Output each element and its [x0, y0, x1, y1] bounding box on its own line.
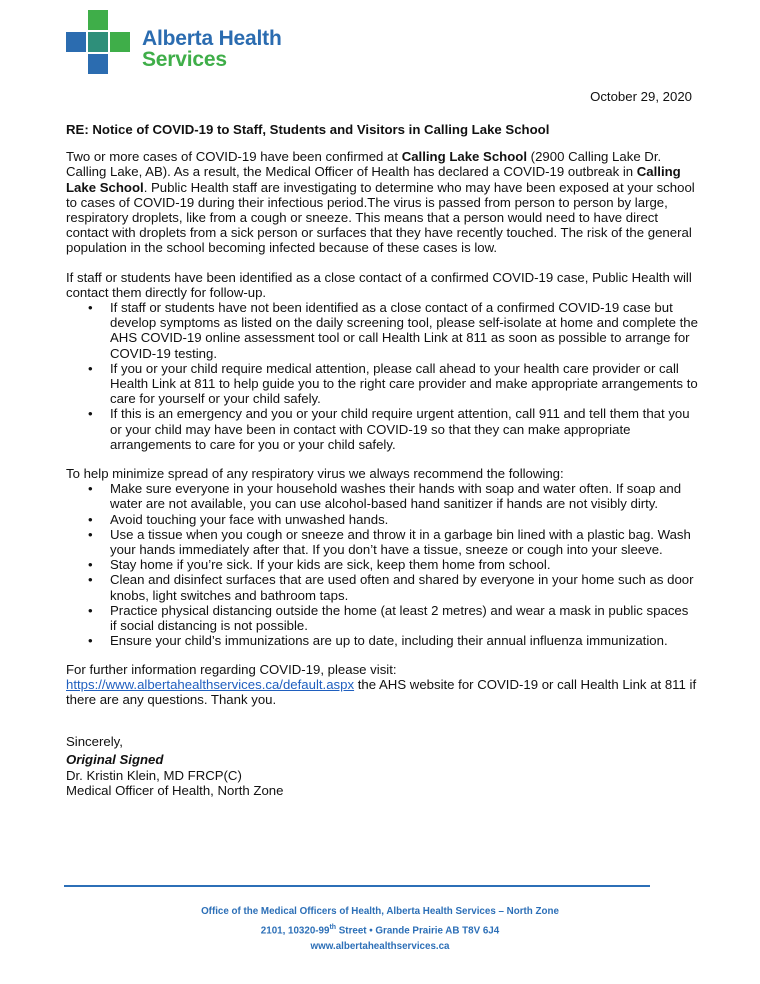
list-item: • Practice physical distancing outside the home (at least 2 metres) and wear a mask in public spaces if social distancing is not possible. — [88, 602, 689, 634]
signature: Original Signed — [66, 752, 164, 768]
list-item: • If staff or students have not been identified as a close contact of a confirmed COVID-19 case but develop symptoms as listed on the daily screening tool, please self-isolate at home and complete the AHS COVID-19 online assessment tool or call Health Link at 811 as soon as possible to arrange for COVID-19 testing. — [88, 300, 698, 361]
bullet-icon: • — [88, 481, 93, 497]
logo-wordmark — [142, 28, 282, 70]
letter-subject: RE: Notice of COVID-19 to Staff, Students and Visitors in Calling Lake School — [66, 122, 550, 137]
salutation: Sincerely, — [66, 734, 123, 750]
recommendations-intro: To help minimize spread of any respiratory virus we always recommend the following: — [66, 466, 564, 482]
letter-date: October 29, 2020 — [590, 89, 692, 104]
signature-block — [66, 734, 698, 798]
school-name: Calling Lake School — [66, 164, 681, 195]
bullet-icon: • — [88, 526, 93, 542]
bullet-icon: • — [88, 300, 93, 316]
bullet-icon: • — [88, 406, 93, 422]
logo-text-line2: Services — [142, 48, 227, 71]
logo-text-line1: Alberta Health — [142, 27, 282, 50]
school-name: Calling Lake School — [401, 149, 528, 165]
letter-footer — [0, 904, 760, 955]
list-item: • Make sure everyone in your household washes their hands with soap and water often. If soap and water are not available, you can use alcohol-based hand sanitizer if hands are not visibly dirty. — [88, 481, 682, 512]
bullet-icon: • — [88, 511, 93, 527]
list-item: • If you or your child require medical attention, please call ahead to your health care provider or call Health Link at 811 to help guide you to the right care provider and make appropriate arrangements to care for yourself or your child safely. — [88, 360, 698, 407]
guidance-list — [66, 300, 698, 452]
ahs-cross-logo-icon — [66, 10, 136, 74]
bullet-icon: • — [88, 360, 93, 376]
ahs-website-link[interactable]: https://www.albertahealthservices.ca/default.aspx — [66, 676, 355, 692]
bullet-icon: • — [88, 633, 93, 649]
further-info-paragraph: For further information regarding COVID-19, please visit: https://www.albertahealthservices.ca/default.aspx the AHS website for COVID-19 or call Health Link at 811 if there are any questions. Thank you. — [66, 661, 697, 707]
list-item: • Stay home if you’re sick. If your kids are sick, keep them home from school. — [88, 557, 551, 573]
footer-website: www.albertahealthservices.ca — [310, 941, 450, 953]
footer-address: 2101, 10320-99th Street • Grande Prairie AB T8V 6J4 — [260, 924, 500, 937]
bullet-icon: • — [88, 572, 93, 588]
bullet-icon: • — [88, 557, 93, 573]
list-item: • Ensure your child’s immunizations are up to date, including their annual influenza immunization. — [88, 633, 668, 649]
list-item: • Avoid touching your face with unwashed hands. — [88, 511, 389, 527]
close-contact-paragraph: If staff or students have been identified as a close contact of a confirmed COVID-19 case, Public Health will contact them directly for follow-up. — [66, 269, 692, 300]
ahs-logo — [66, 10, 296, 76]
signer-title: Medical Officer of Health, North Zone — [66, 782, 284, 798]
footer-divider — [64, 885, 650, 887]
signer-name: Dr. Kristin Klein, MD FRCP(C) — [66, 767, 242, 783]
letter-body — [66, 122, 698, 798]
recommendations-list — [66, 481, 698, 648]
list-item: • Clean and disinfect surfaces that are used often and shared by everyone in your home such as door knobs, light switches and bathroom taps. — [88, 572, 694, 603]
outbreak-paragraph: Two or more cases of COVID-19 have been confirmed at Calling Lake School (2900 Calling Lake Dr. Calling Lake, AB). As a result, the Medical Officer of Health has declared a COVID-19 outbreak in Calling Lake School. Public Health staff are investigating to determine who may have been exposed at your school to cases of COVID-19 during their infectious period.The virus is passed from person to person by large, respiratory droplets, like from a cough or sneeze. This means that a person would need to have direct contact with droplets from a sick person or surfaces that they have recently touched. The risk of the general population in the school becoming infected because of these cases is low. — [66, 149, 695, 256]
list-item: • If this is an emergency and you or your child require urgent attention, call 911 and tell them that you or your child may have been in contact with COVID-19 so that they can make appropriate arrangements to care for you or your child safely. — [88, 406, 690, 452]
list-item: • Use a tissue when you cough or sneeze and throw it in a garbage bin lined with a plastic bag. Wash your hands immediately after that. If you don’t have a tissue, sneeze or cough into your sleeve. — [88, 526, 691, 558]
bullet-icon: • — [88, 602, 93, 618]
footer-office: Office of the Medical Officers of Health, Alberta Health Services – North Zone — [201, 906, 559, 917]
